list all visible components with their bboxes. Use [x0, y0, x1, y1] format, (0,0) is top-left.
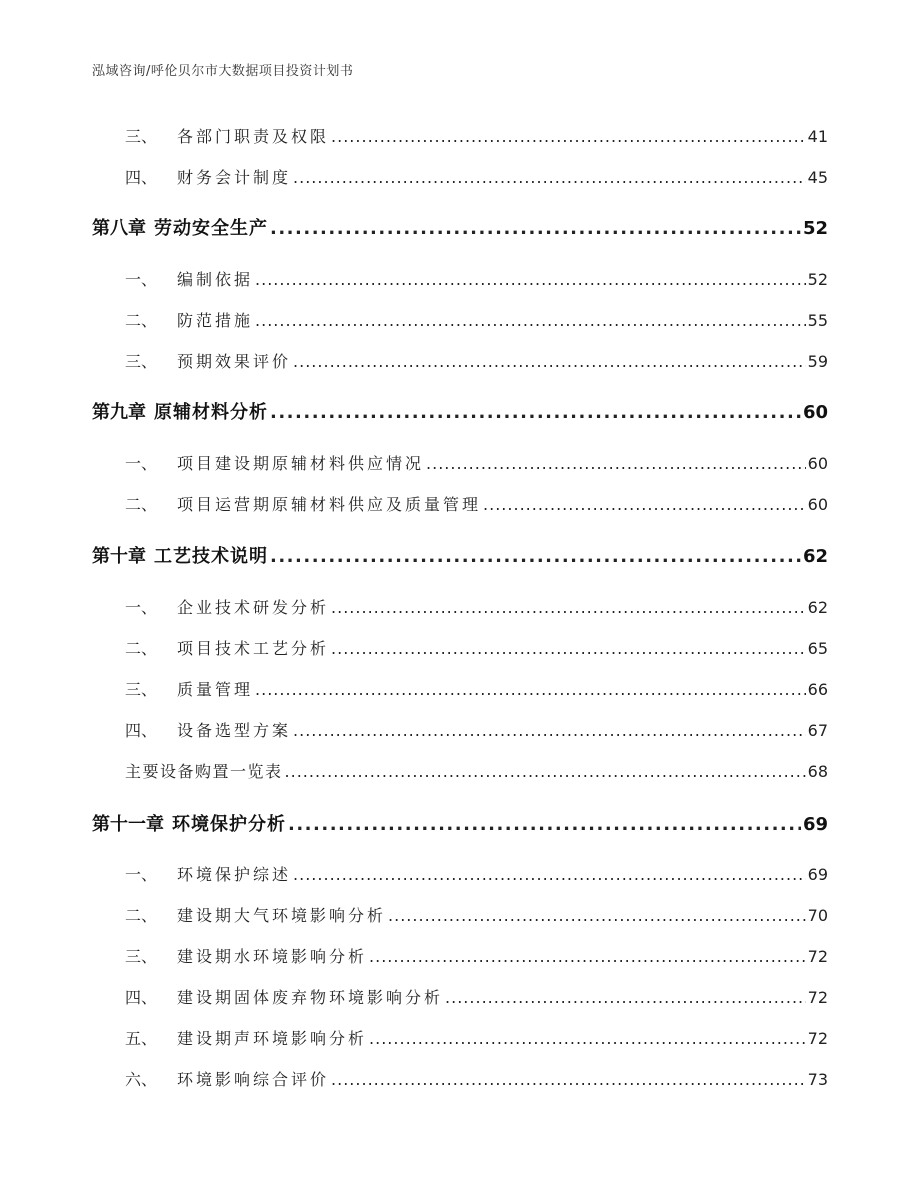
toc-page-number: 72 [807, 1029, 828, 1048]
toc-title: 劳动安全生产 [154, 218, 268, 239]
toc-page-number: 65 [807, 639, 828, 658]
toc-separator: 、 [141, 1029, 158, 1048]
toc-leader-dots [331, 1070, 806, 1089]
toc-leader-dots [293, 168, 806, 187]
toc-title: 项目运营期原辅材料供应及质量管理 [177, 495, 482, 514]
toc-leader-dots [255, 311, 806, 330]
toc-entry[interactable] [0, 165, 920, 193]
toc-title: 项目技术工艺分析 [177, 639, 330, 658]
toc-page-number: 72 [807, 947, 828, 966]
toc-leader-dots [331, 639, 806, 658]
toc-separator: 、 [141, 495, 158, 514]
toc-page-number: 45 [807, 168, 828, 187]
toc-page-number: 69 [807, 865, 828, 884]
toc-entry[interactable] [0, 810, 920, 838]
toc-leader-dots [369, 947, 806, 966]
toc-entry[interactable] [0, 542, 920, 570]
toc-entry[interactable] [0, 903, 920, 931]
toc-leader-dots [293, 352, 806, 371]
toc-number: 四 [125, 721, 142, 740]
toc-title: 预期效果评价 [177, 352, 292, 371]
toc-page-number: 60 [802, 402, 828, 423]
toc-number: 第九章 [92, 402, 146, 423]
toc-leader-dots [426, 454, 806, 473]
toc-page-number: 67 [807, 721, 828, 740]
toc-number: 六 [125, 1070, 142, 1089]
toc-number: 第十章 [92, 546, 146, 567]
toc-entry[interactable] [0, 308, 920, 336]
toc-title: 环境保护分析 [172, 814, 286, 835]
toc-number: 三 [125, 352, 142, 371]
toc-separator: 、 [141, 865, 158, 884]
toc-leader-dots [483, 495, 806, 514]
toc-separator: 、 [141, 947, 158, 966]
toc-number: 第八章 [92, 218, 146, 239]
toc-title: 建设期水环境影响分析 [177, 947, 368, 966]
toc-entry[interactable] [0, 985, 920, 1013]
toc-entry[interactable] [0, 862, 920, 890]
toc-page-number: 70 [807, 906, 828, 925]
toc-number: 第十一章 [92, 814, 164, 835]
toc-page-number: 69 [802, 814, 828, 835]
toc-number: 二 [125, 495, 142, 514]
toc-number: 二 [125, 311, 142, 330]
toc-leader-dots [255, 270, 806, 289]
toc-leader-dots [445, 988, 806, 1007]
toc-separator: 、 [141, 988, 158, 1007]
toc-page-number: 41 [807, 127, 828, 146]
toc-title: 项目建设期原辅材料供应情况 [177, 454, 425, 473]
toc-title: 建设期大气环境影响分析 [177, 906, 387, 925]
toc-separator: 、 [141, 906, 158, 925]
header-divider [92, 85, 828, 86]
toc-page-number: 62 [807, 598, 828, 617]
toc-number: 一 [125, 598, 142, 617]
toc-separator: 、 [141, 598, 158, 617]
toc-number: 二 [125, 906, 142, 925]
toc-leader-dots [285, 762, 806, 781]
toc-number: 四 [125, 168, 142, 187]
toc-title: 质量管理 [177, 680, 254, 699]
toc-title: 原辅材料分析 [154, 402, 268, 423]
toc-leader-dots [288, 814, 801, 835]
toc-leader-dots [369, 1029, 806, 1048]
toc-separator: 、 [141, 721, 158, 740]
toc-title: 企业技术研发分析 [177, 598, 330, 617]
toc-leader-dots [270, 218, 801, 239]
toc-number: 三 [125, 947, 142, 966]
toc-title: 建设期声环境影响分析 [177, 1029, 368, 1048]
toc-entry[interactable] [0, 636, 920, 664]
toc-title: 各部门职责及权限 [177, 127, 330, 146]
toc-entry[interactable] [0, 267, 920, 295]
toc-entry[interactable] [0, 492, 920, 520]
toc-page-number: 60 [807, 454, 828, 473]
toc-separator: 、 [141, 680, 158, 699]
toc-page-number: 73 [807, 1070, 828, 1089]
toc-title: 财务会计制度 [177, 168, 292, 187]
toc-title: 主要设备购置一览表 [125, 762, 283, 781]
toc-page-number: 72 [807, 988, 828, 1007]
toc-separator: 、 [141, 1070, 158, 1089]
toc-number: 一 [125, 270, 142, 289]
toc-title: 工艺技术说明 [154, 546, 268, 567]
toc-leader-dots [255, 680, 806, 699]
toc-entry[interactable] [0, 944, 920, 972]
toc-entry[interactable] [0, 214, 920, 242]
toc-title: 建设期固体废弃物环境影响分析 [177, 988, 444, 1007]
toc-entry[interactable] [0, 759, 920, 787]
toc-entry[interactable] [0, 349, 920, 377]
toc-separator: 、 [141, 454, 158, 473]
toc-page-number: 52 [807, 270, 828, 289]
toc-page-number: 52 [802, 218, 828, 239]
page-header: 泓域咨询/呼伦贝尔市大数据项目投资计划书 [92, 64, 354, 79]
toc-page-number: 62 [802, 546, 828, 567]
toc-entry[interactable] [0, 124, 920, 152]
toc-leader-dots [331, 127, 806, 146]
toc-title: 环境影响综合评价 [177, 1070, 330, 1089]
toc-separator: 、 [141, 639, 158, 658]
toc-separator: 、 [141, 168, 158, 187]
toc-page-number: 59 [807, 352, 828, 371]
toc-title: 环境保护综述 [177, 865, 292, 884]
toc-page-number: 55 [807, 311, 828, 330]
toc-number: 四 [125, 988, 142, 1007]
toc-title: 设备选型方案 [177, 721, 292, 740]
toc-entry[interactable] [0, 718, 920, 746]
toc-separator: 、 [141, 270, 158, 289]
toc-separator: 、 [141, 352, 158, 371]
toc-leader-dots [270, 546, 801, 567]
toc-page-number: 60 [807, 495, 828, 514]
toc-separator: 、 [141, 311, 158, 330]
toc-number: 二 [125, 639, 142, 658]
toc-entry[interactable] [0, 677, 920, 705]
toc-number: 三 [125, 680, 142, 699]
toc-title: 防范措施 [177, 311, 254, 330]
toc-leader-dots [293, 721, 806, 740]
toc-number: 三 [125, 127, 142, 146]
toc-title: 编制依据 [177, 270, 254, 289]
toc-separator: 、 [141, 127, 158, 146]
toc-number: 五 [125, 1029, 142, 1048]
toc-leader-dots [331, 598, 806, 617]
toc-leader-dots [293, 865, 806, 884]
toc-entry[interactable] [0, 451, 920, 479]
toc-leader-dots [388, 906, 806, 925]
toc-number: 一 [125, 865, 142, 884]
toc-number: 一 [125, 454, 142, 473]
toc-entry[interactable] [0, 398, 920, 426]
toc-entry[interactable] [0, 595, 920, 623]
toc-page-number: 66 [807, 680, 828, 699]
toc-entry[interactable] [0, 1026, 920, 1054]
toc-page-number: 68 [807, 762, 828, 781]
toc-entry[interactable] [0, 1067, 920, 1095]
toc-leader-dots [270, 402, 801, 423]
